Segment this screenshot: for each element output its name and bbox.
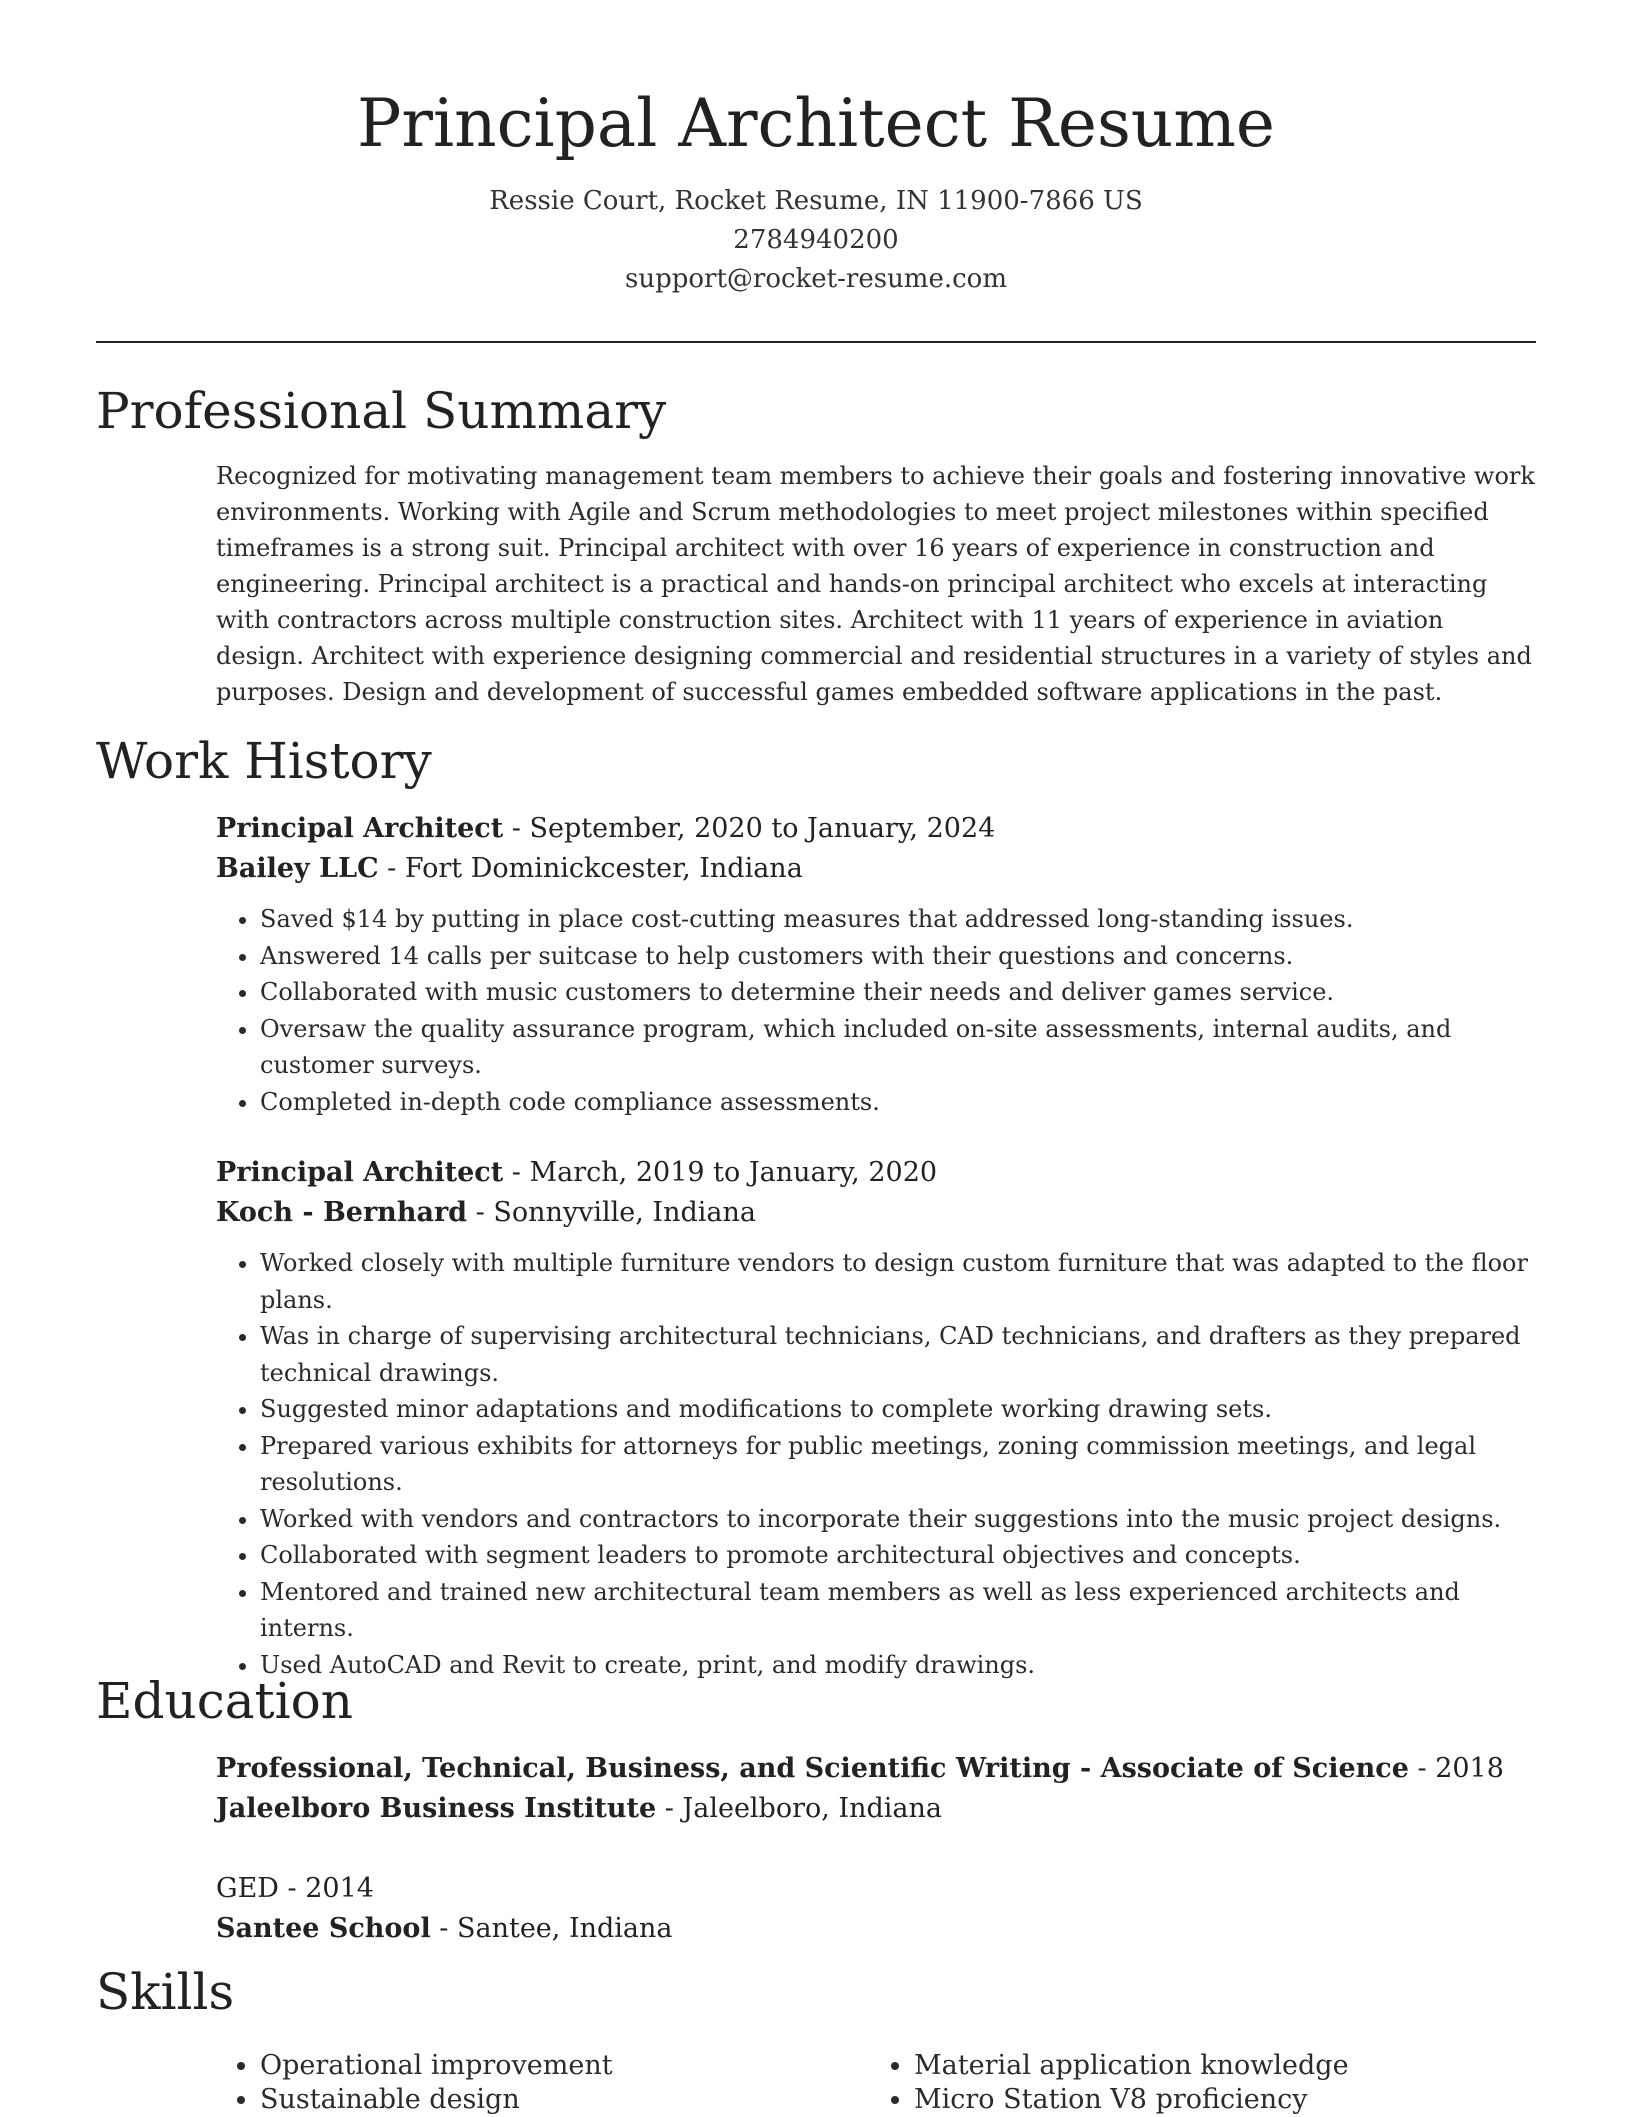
job-entry (216, 809, 1538, 1120)
list-item: • Collaborated with segment leaders to promote architectural objectives and concepts. (260, 1537, 1538, 1574)
list-item: • Saved $14 by putting in place cost-cutting measures that addressed long-standing issues. (260, 901, 1538, 938)
school-line (216, 1909, 1538, 1949)
degree-year: - 2014 (278, 1873, 374, 1904)
education-entry (216, 1749, 1538, 1829)
address: Ressie Court, Rocket Resume, IN 11900-7866 US (489, 186, 1143, 216)
degree: Professional, Technical, Business, and Scientific Writing - Associate of Science (216, 1753, 1409, 1784)
list-item: • Was in charge of supervising architectural technicians, CAD technicians, and drafters as they prepared technical drawings. (260, 1318, 1538, 1391)
list-item: • Worked with vendors and contractors to incorporate their suggestions into the music project designs. (260, 1501, 1538, 1538)
list-item: • Suggested minor adaptations and modifications to complete working drawing sets. (260, 1391, 1538, 1428)
list-item: • Used AutoCAD and Revit to create, print, and modify drawings. (260, 1647, 1538, 1684)
list-item: • Oversaw the quality assurance program, which included on-site assessments, internal audits, and customer surveys. (260, 1011, 1538, 1084)
skills-list-right (870, 2049, 1524, 2117)
summary-heading: Professional Summary (96, 382, 667, 440)
skills-section (216, 2049, 1538, 2117)
degree-line (216, 1749, 1538, 1789)
degree-year: - 2018 (1408, 1753, 1504, 1784)
work-history-heading: Work History (96, 732, 432, 790)
degree-line (216, 1869, 1538, 1909)
resume-title: Principal Architect Resume (357, 85, 1275, 162)
job-bullets (216, 1245, 1538, 1683)
summary-text: Recognized for motivating management team members to achieve their goals and fostering innovative work environments. Working with Agile and Scrum methodologies to meet project milestones within specified timeframes is a strong suit. Principal architect with over 16 years of experience in construction and engineering. Principal architect is a practical and hands-on principal architect who excels at interacting with contractors across multiple construction sites. Architect with 11 years of experience in aviation design. Architect with experience designing commercial and residential structures in a variety of styles and purposes. Design and development of successful games embedded software applications in the past. (216, 462, 1535, 706)
skills-columns (216, 2049, 1538, 2117)
list-item: • Prepared various exhibits for attorneys for public meetings, zoning commission meetings, and legal resolutions. (260, 1428, 1538, 1501)
job-role: Principal Architect (216, 813, 504, 844)
job-company-line (216, 849, 1538, 889)
education-entry (216, 1869, 1538, 1949)
email: support@rocket-resume.com (624, 264, 1007, 294)
job-company: Koch - Bernhard (216, 1197, 468, 1228)
list-item: • Micro Station V8 proficiency (914, 2083, 1524, 2117)
school-line (216, 1789, 1538, 1829)
summary-section (216, 458, 1538, 710)
skills-heading: Skills (96, 1963, 235, 2021)
school-location: - Jaleelboro, Indiana (656, 1793, 942, 1824)
header-divider (96, 341, 1536, 343)
phone: 2784940200 (733, 225, 899, 255)
job-entry (216, 1153, 1538, 1683)
contact-info (96, 182, 1536, 299)
list-item: • Operational improvement (260, 2049, 870, 2083)
job-company-line (216, 1193, 1538, 1233)
list-item: • Worked closely with multiple furniture vendors to design custom furniture that was adapted to the floor plans. (260, 1245, 1538, 1318)
job-location: - Sonnyville, Indiana (467, 1197, 756, 1228)
job-title-line (216, 809, 1538, 849)
job-bullets (216, 901, 1538, 1120)
list-item: • Answered 14 calls per suitcase to help customers with their questions and concerns. (260, 938, 1538, 975)
skills-list-left (216, 2049, 870, 2117)
list-item: • Completed in-depth code compliance assessments. (260, 1084, 1538, 1121)
job-title-line (216, 1153, 1538, 1193)
job-dates: - March, 2019 to January, 2020 (503, 1157, 938, 1188)
job-company: Bailey LLC (216, 853, 379, 884)
list-item: • Mentored and trained new architectural team members as well as less experienced architects and interns. (260, 1574, 1538, 1647)
resume-header (96, 80, 1536, 299)
school-location: - Santee, Indiana (430, 1913, 673, 1944)
list-item: • Sustainable design (260, 2083, 870, 2117)
list-item: • Collaborated with music customers to determine their needs and deliver games service. (260, 974, 1538, 1011)
job-dates: - September, 2020 to January, 2024 (503, 813, 996, 844)
education-heading: Education (96, 1672, 353, 1730)
degree: GED (216, 1873, 279, 1904)
list-item: • Material application knowledge (914, 2049, 1524, 2083)
job-location: - Fort Dominickcester, Indiana (378, 853, 803, 884)
job-role: Principal Architect (216, 1157, 504, 1188)
school: Jaleelboro Business Institute (216, 1793, 657, 1824)
school: Santee School (216, 1913, 431, 1944)
